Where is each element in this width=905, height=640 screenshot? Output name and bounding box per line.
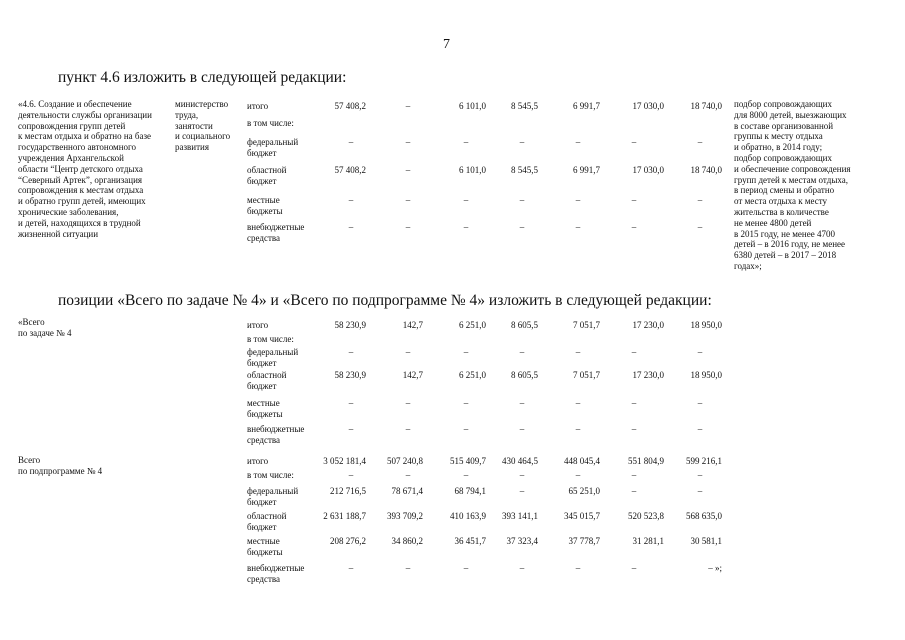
block1-row-5-col-5: – xyxy=(631,222,637,232)
block1-row-2-col-0: – xyxy=(348,137,354,147)
block3-row-2-col-5: – xyxy=(631,486,637,496)
block1-row-2-label: федеральный бюджет xyxy=(247,137,299,158)
block3-row-3-col-1: 393 709,2 xyxy=(387,511,423,521)
section-heading-1: пункт 4.6 изложить в следующей редакции: xyxy=(58,69,347,86)
block2-row-3-col-6: 18 950,0 xyxy=(690,370,722,380)
block3-row-0-label: итого xyxy=(247,456,269,466)
block2-row-5-col-1: – xyxy=(405,424,411,434)
block1-row-5-col-4: – xyxy=(575,222,581,232)
block3-title: Всего по подпрограмме № 4 xyxy=(18,455,103,476)
block3-row-0-col-4: 448 045,4 xyxy=(564,456,600,466)
block3-row-0-col-0: 3 052 181,4 xyxy=(323,456,366,466)
block3-row-5-col-6: – »; xyxy=(708,563,722,573)
block1-result: подбор сопровождающих для 8000 детей, выезжающих в составе организованной группы к месту отдыха и обратно, в 2014 году; подбор сопровождающих и обеспечение сопровождения групп детей к местам отдыха, в период смены и обратно от места отдыха к месту жительства в количестве не менее 4800 детей в 2015 году, не менее 4700 детей – в 2016 году, не менее 6380 детей – в 2017 – 2018 годах»; xyxy=(734,99,851,271)
block3-row-2-col-2: 68 794,1 xyxy=(454,486,486,496)
block3-row-1-col-5: – xyxy=(631,470,637,480)
block3-row-0-col-6: 599 216,1 xyxy=(686,456,722,466)
block3-row-2-label: федеральный бюджет xyxy=(247,486,299,507)
block2-row-0-col-6: 18 950,0 xyxy=(690,320,722,330)
block2-row-4-col-4: – xyxy=(575,398,581,408)
page-number: 7 xyxy=(443,37,450,52)
block3-row-3-col-2: 410 163,9 xyxy=(450,511,486,521)
block1-executor: министерство труда, занятости и социального развития xyxy=(175,99,231,153)
block1-row-0-col-6: 18 740,0 xyxy=(690,101,722,111)
block2-row-5-col-3: – xyxy=(519,424,525,434)
block1-row-2-col-5: – xyxy=(631,137,637,147)
block2-row-2-col-4: – xyxy=(575,347,581,357)
block2-row-2-col-5: – xyxy=(631,347,637,357)
block2-row-5-col-6: – xyxy=(697,424,703,434)
block3-row-3-col-0: 2 631 188,7 xyxy=(323,511,366,521)
block3-row-1-col-0: – xyxy=(348,470,354,480)
block2-row-4-col-2: – xyxy=(463,398,469,408)
block3-row-3-col-4: 345 015,7 xyxy=(564,511,600,521)
block1-row-0-col-2: 6 101,0 xyxy=(459,101,486,111)
block2-row-3-label: областной бюджет xyxy=(247,370,287,391)
block1-row-5-label: внебюджетные средства xyxy=(247,222,305,243)
block2-row-0-col-4: 7 051,7 xyxy=(573,320,600,330)
block1-row-4-col-6: – xyxy=(697,195,703,205)
block1-row-2-col-6: – xyxy=(697,137,703,147)
block3-row-3-label: областной бюджет xyxy=(247,511,287,532)
block1-row-2-col-2: – xyxy=(463,137,469,147)
block1-row-5-col-3: – xyxy=(519,222,525,232)
block2-row-4-col-6: – xyxy=(697,398,703,408)
block2-row-4-col-3: – xyxy=(519,398,525,408)
block1-row-4-col-5: – xyxy=(631,195,637,205)
block1-row-0-col-5: 17 030,0 xyxy=(632,101,664,111)
block1-row-4-label: местные бюджеты xyxy=(247,195,283,216)
block3-row-4-col-2: 36 451,7 xyxy=(454,536,486,546)
block1-title: «4.6. Создание и обеспечение деятельности службы организации сопровождения групп детей к местам отдыха и обратно на базе государственного автономного учреждения Архангельской области “Центр детского отдыха “Северный Артек”, организация сопровождения к местам отдыха и обратно групп детей, имеющих хронические заболевания, и детей, находящихся в трудной жизненной ситуации xyxy=(18,99,152,239)
block3-row-5-col-5: – xyxy=(631,563,637,573)
block1-row-1-label: в том числе: xyxy=(247,118,294,128)
block3-row-1-col-1: – xyxy=(405,470,411,480)
block3-row-4-col-5: 31 281,1 xyxy=(632,536,664,546)
block1-row-5-col-0: – xyxy=(348,222,354,232)
block3-row-1-col-3: – xyxy=(519,470,525,480)
block1-row-3-col-0: 57 408,2 xyxy=(334,165,366,175)
block1-row-0-label: итого xyxy=(247,101,269,111)
block2-row-3-col-5: 17 230,0 xyxy=(632,370,664,380)
block2-title: «Всего по задаче № 4 xyxy=(18,317,72,338)
block3-row-2-col-6: – xyxy=(697,486,703,496)
block3-row-0-col-3: 430 464,5 xyxy=(502,456,538,466)
block3-row-2-col-1: 78 671,4 xyxy=(391,486,423,496)
block3-row-5-col-2: – xyxy=(463,563,469,573)
block1-row-5-col-2: – xyxy=(463,222,469,232)
block1-row-4-col-0: – xyxy=(348,195,354,205)
block2-row-5-col-4: – xyxy=(575,424,581,434)
block2-row-2-col-0: – xyxy=(348,347,354,357)
block2-row-3-col-3: 8 605,5 xyxy=(511,370,538,380)
block3-row-3-col-5: 520 523,8 xyxy=(628,511,664,521)
block3-row-4-col-6: 30 581,1 xyxy=(690,536,722,546)
block1-row-4-col-1: – xyxy=(405,195,411,205)
block3-row-1-col-4: – xyxy=(575,470,581,480)
block3-row-4-col-1: 34 860,2 xyxy=(391,536,423,546)
block3-row-5-col-1: – xyxy=(405,563,411,573)
block1-row-2-col-3: – xyxy=(519,137,525,147)
block2-row-3-col-0: 58 230,9 xyxy=(334,370,366,380)
block1-row-3-label: областной бюджет xyxy=(247,165,287,186)
block1-row-3-col-5: 17 030,0 xyxy=(632,165,664,175)
block2-row-1-label: в том числе: xyxy=(247,334,294,344)
block1-row-0-col-3: 8 545,5 xyxy=(511,101,538,111)
block2-row-3-col-4: 7 051,7 xyxy=(573,370,600,380)
block1-row-3-col-1: – xyxy=(405,165,411,175)
block2-row-0-col-5: 17 230,0 xyxy=(632,320,664,330)
block2-row-3-col-2: 6 251,0 xyxy=(459,370,486,380)
block3-row-2-col-0: 212 716,5 xyxy=(330,486,366,496)
block3-row-0-col-1: 507 240,8 xyxy=(387,456,423,466)
block2-row-2-col-1: – xyxy=(405,347,411,357)
block2-row-2-col-3: – xyxy=(519,347,525,357)
block1-row-4-col-2: – xyxy=(463,195,469,205)
block3-row-4-col-4: 37 778,7 xyxy=(568,536,600,546)
block2-row-5-col-5: – xyxy=(631,424,637,434)
block3-row-5-label: внебюджетные средства xyxy=(247,563,305,584)
block3-row-5-col-3: – xyxy=(519,563,525,573)
block3-row-1-col-6: – xyxy=(697,470,703,480)
block1-row-3-col-2: 6 101,0 xyxy=(459,165,486,175)
block1-row-4-col-4: – xyxy=(575,195,581,205)
block2-row-2-col-2: – xyxy=(463,347,469,357)
block3-row-0-col-2: 515 409,7 xyxy=(450,456,486,466)
section-heading-2: позиции «Всего по задаче № 4» и «Всего по подпрограмме № 4» изложить в следующей редакции: xyxy=(58,292,712,309)
block1-row-0-col-0: 57 408,2 xyxy=(334,101,366,111)
block2-row-0-col-3: 8 605,5 xyxy=(511,320,538,330)
block2-row-2-label: федеральный бюджет xyxy=(247,347,299,368)
block2-row-5-col-2: – xyxy=(463,424,469,434)
block2-row-0-label: итого xyxy=(247,320,269,330)
block3-row-2-col-4: 65 251,0 xyxy=(568,486,600,496)
block1-row-2-col-1: – xyxy=(405,137,411,147)
block2-row-2-col-6: – xyxy=(697,347,703,357)
block3-row-4-col-0: 208 276,2 xyxy=(330,536,366,546)
block2-row-0-col-2: 6 251,0 xyxy=(459,320,486,330)
block3-row-5-col-0: – xyxy=(348,563,354,573)
block3-row-0-col-5: 551 804,9 xyxy=(628,456,664,466)
block1-row-0-col-1: – xyxy=(405,101,411,111)
block2-row-4-col-0: – xyxy=(348,398,354,408)
block3-row-3-col-6: 568 635,0 xyxy=(686,511,722,521)
block1-row-4-col-3: – xyxy=(519,195,525,205)
block2-row-5-label: внебюджетные средства xyxy=(247,424,305,445)
block3-row-2-col-3: – xyxy=(519,486,525,496)
block3-row-1-label: в том числе: xyxy=(247,470,294,480)
block1-row-2-col-4: – xyxy=(575,137,581,147)
block1-row-0-col-4: 6 991,7 xyxy=(573,101,600,111)
block2-row-5-col-0: – xyxy=(348,424,354,434)
block3-row-1-col-2: – xyxy=(463,470,469,480)
block3-row-4-label: местные бюджеты xyxy=(247,536,283,557)
block2-row-0-col-1: 142,7 xyxy=(402,320,423,330)
block1-row-5-col-6: – xyxy=(697,222,703,232)
block3-row-5-col-4: – xyxy=(575,563,581,573)
block1-row-3-col-6: 18 740,0 xyxy=(690,165,722,175)
block1-row-3-col-4: 6 991,7 xyxy=(573,165,600,175)
block2-row-4-label: местные бюджеты xyxy=(247,398,283,419)
block3-row-3-col-3: 393 141,1 xyxy=(502,511,538,521)
block2-row-0-col-0: 58 230,9 xyxy=(334,320,366,330)
block2-row-4-col-1: – xyxy=(405,398,411,408)
block1-row-3-col-3: 8 545,5 xyxy=(511,165,538,175)
block2-row-4-col-5: – xyxy=(631,398,637,408)
block3-row-4-col-3: 37 323,4 xyxy=(506,536,538,546)
block2-row-3-col-1: 142,7 xyxy=(402,370,423,380)
block1-row-5-col-1: – xyxy=(405,222,411,232)
